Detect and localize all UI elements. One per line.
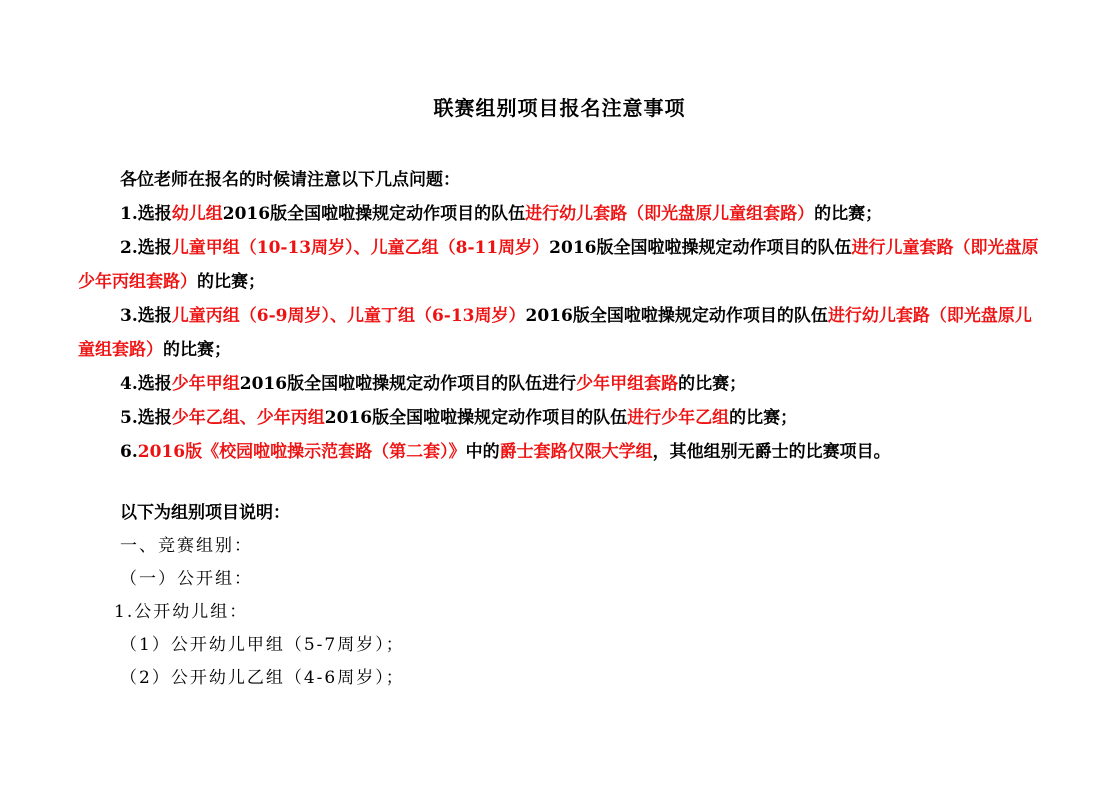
notice-text: 4.选报 [120,374,172,394]
notice-text: 2.选报 [120,238,172,258]
section-line: （一）公开组： [120,569,253,589]
section-line: 1.公开幼儿组： [114,602,249,622]
section-line: （2）公开幼儿乙组（4-6周岁）； [120,668,405,688]
highlight-text: 儿童丙组（6-9周岁）、儿童丁组（6-13周岁） [171,306,526,326]
notice-text: 3.选报 [120,306,172,326]
notice-text: 的比赛； [678,374,747,394]
notice-item [78,435,1046,469]
notice-text: 1.选报 [120,204,172,224]
notice-text: 2016版全国啦啦操规定动作项目的队伍进行 [239,374,577,394]
section-heading [120,497,1020,530]
highlight-text: 进行少年乙组 [627,408,730,428]
notice-text: 的比赛； [163,340,231,360]
notice-text: 2016版全国啦啦操规定动作项目的队伍 [324,408,628,428]
notice-text: ，其他组别无爵士的比赛项目。 [652,442,891,462]
highlight-text: 进行儿童套路（即光盘原少年丙组套路） [78,238,1039,292]
highlight-text: 进行幼儿套路（即光盘原儿童组套路） [78,306,1032,360]
section-line: 一、竞赛组别： [120,536,253,556]
notice-text: 中的 [465,442,500,462]
highlight-text: 幼儿组 [171,204,223,224]
notice-text: 的比赛； [729,408,798,428]
notice-block [78,163,1046,469]
highlight-text: 儿童甲组（10-13周岁）、儿童乙组（8-11周岁） [171,238,550,258]
notice-text: 5.选报 [120,408,172,428]
notice-text: 2016版全国啦啦操规定动作项目的队伍 [525,306,828,326]
notice-text: 的比赛； [197,272,265,292]
document-title: 联赛组别项目报名注意事项 [433,96,686,120]
highlight-text: 爵士套路仅限大学组 [499,442,653,462]
notice-item [78,231,1046,299]
section-line: （1）公开幼儿甲组（5-7周岁）； [120,635,405,655]
highlight-text: 少年乙组、少年丙组 [171,408,325,428]
notice-text: 6. [120,442,138,462]
notice-list [78,197,1046,469]
notice-text: 的比赛； [814,204,883,224]
highlight-text: 2016版《校园啦啦操示范套路（第二套）》 [137,442,466,462]
notice-item [78,299,1046,367]
notice-item [78,367,1046,401]
highlight-text: 进行幼儿套路（即光盘原儿童组套路） [525,204,815,224]
section-heading-text: 以下为组别项目说明： [120,503,290,523]
notice-text: 2016版全国啦啦操规定动作项目的队伍 [549,238,852,258]
notice-item [78,197,1046,231]
intro-text: 各位老师在报名的时候请注意以下几点问题： [120,170,460,190]
highlight-text: 少年甲组套路 [576,374,679,394]
notice-item [78,401,1046,435]
highlight-text: 少年甲组 [171,374,240,394]
notice-text: 2016版全国啦啦操规定动作项目的队伍 [222,204,526,224]
